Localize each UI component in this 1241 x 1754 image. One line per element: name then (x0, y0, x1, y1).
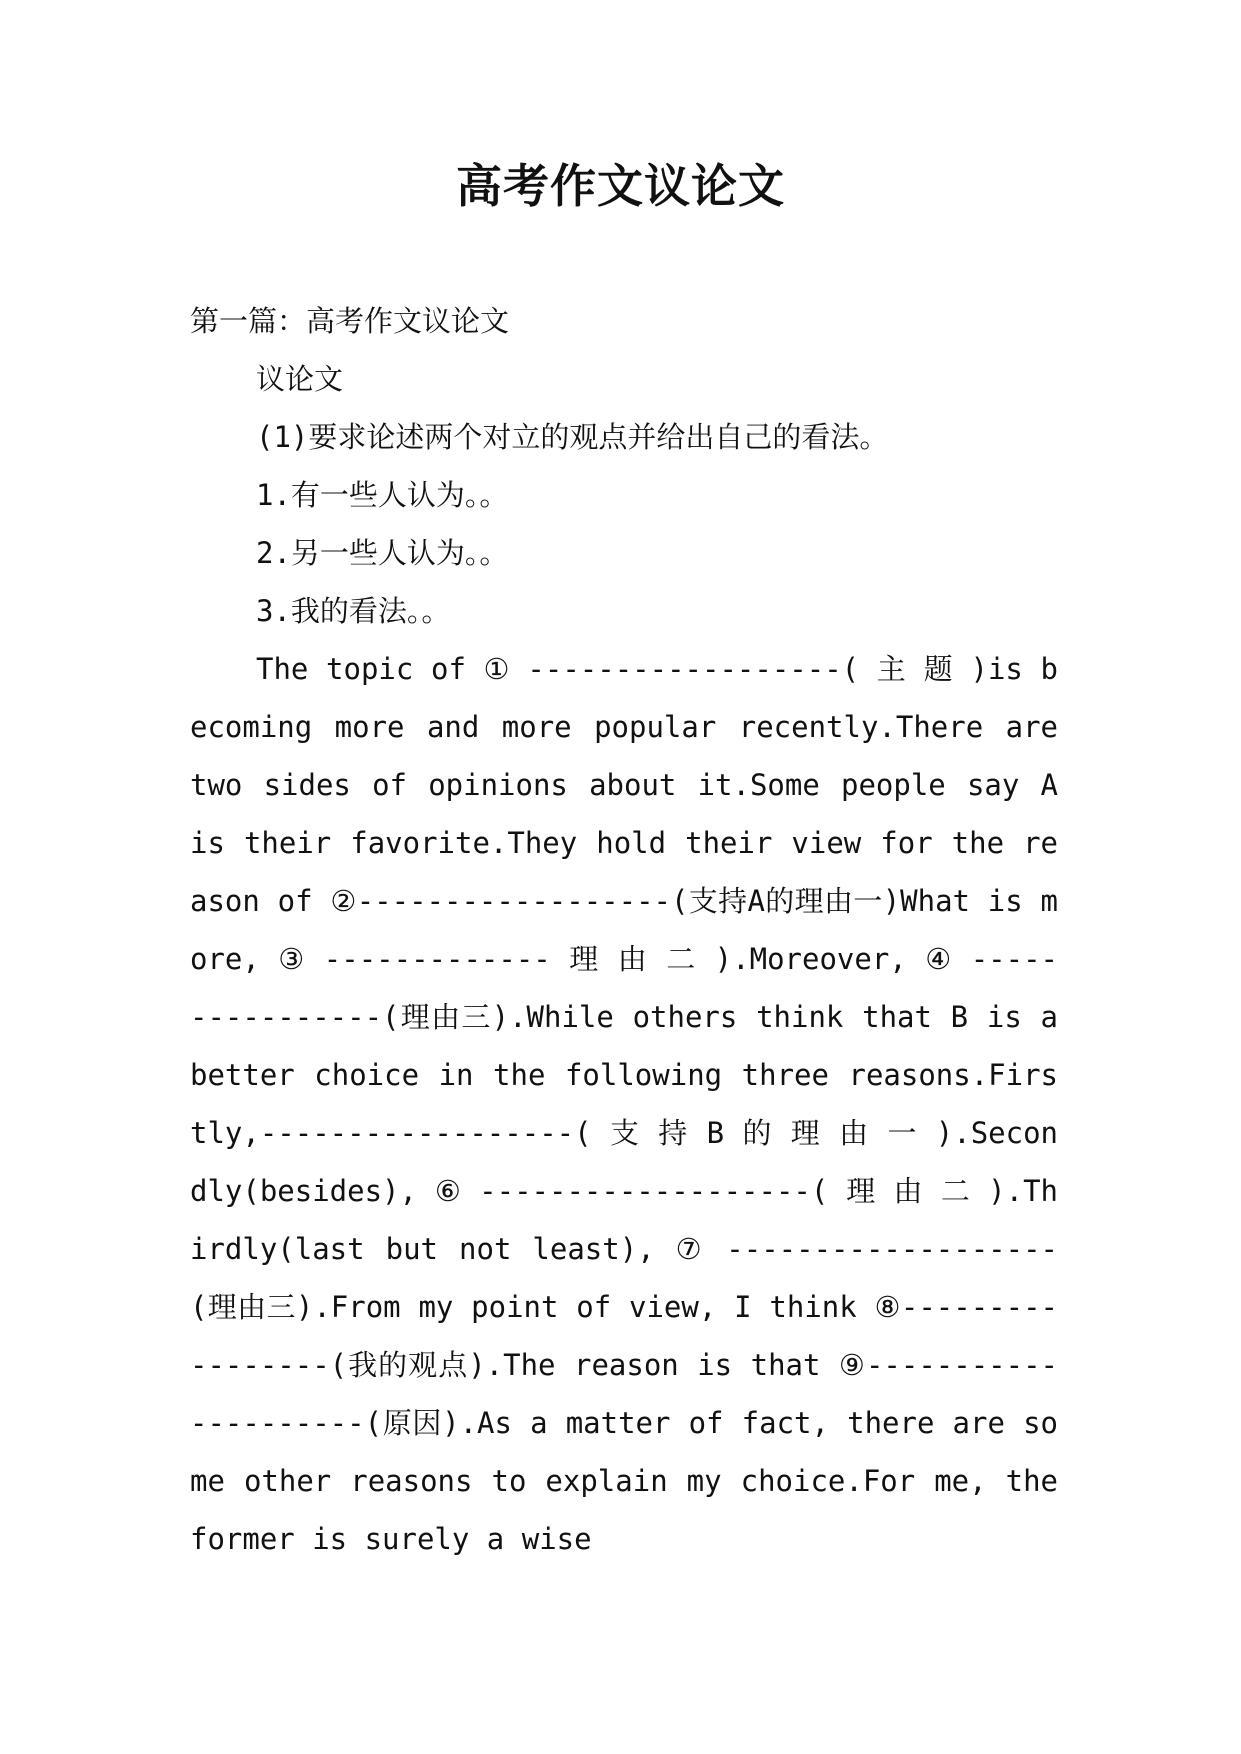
outline-item: 2.另一些人认为。。 (256, 536, 509, 570)
template-paragraph: The topic of ① ------------------( 主 题 )is becoming more and more popular recently.There are two sides of opinions about it.Some people say A is their favorite.They hold their view for the reason of ②------------------(支持A的理由一)What is more, ③ ------------- 理 由 二 ).Moreover, ④ ----------------(理由三).While others think that B is a better choice in the following three reasons.Firstly,------------------( 支 持 B 的 理 由 一 ).Secondly(besides), ⑥ -------------------( 理 由 二 ).Thirdly(last but not least), ⑦ -------------------(理由三).From my point of view, I think ⑧-----------------(我的观点).The reason is that ⑨---------------------(原因).As a matter of fact, there are some other reasons to explain my choice.For me, the former is surely a wise (190, 652, 1058, 1556)
outline-item: 1.有一些人认为。。 (256, 478, 509, 512)
page-title: 高考作文议论文 (456, 159, 785, 213)
instruction-text: (1)要求论述两个对立的观点并给出自己的看法。 (256, 420, 889, 454)
subheading: 议论文 (256, 362, 344, 396)
outline-item: 3.我的看法。。 (256, 594, 451, 628)
document-body (190, 292, 1058, 1568)
section-heading: 第一篇：高考作文议论文 (190, 304, 510, 338)
